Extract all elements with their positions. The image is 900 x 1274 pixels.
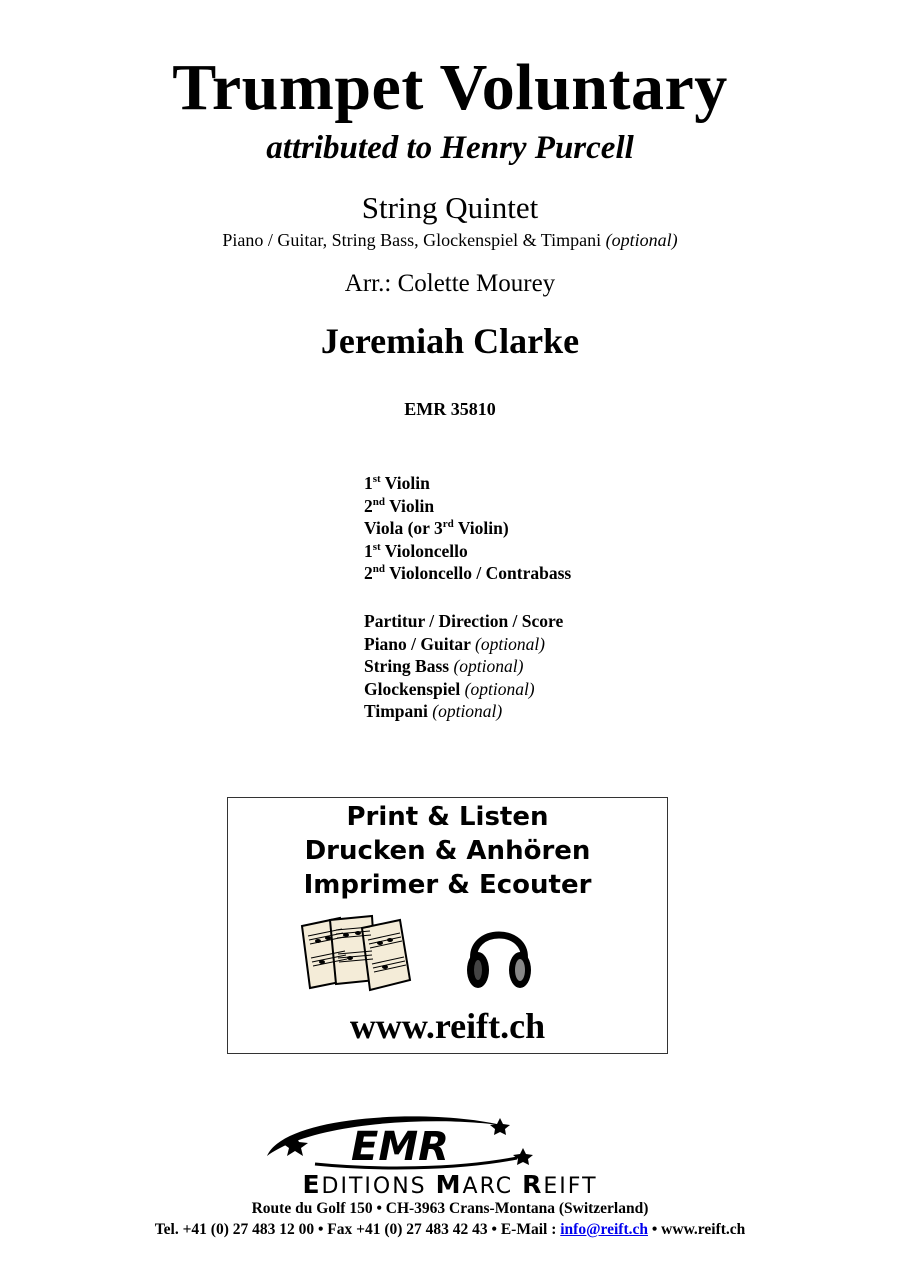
ensemble-label: String Quintet [361, 190, 539, 225]
optional-label: (optional) [605, 230, 678, 250]
page-title: Trumpet Voluntary [172, 51, 728, 124]
publisher-contact [0, 1220, 900, 1240]
optional-instruments-line [0, 229, 900, 251]
contact-website[interactable]: • www.reift.ch [648, 1221, 746, 1238]
promo-line-english: Print & Listen [346, 802, 549, 832]
sheet-music-icon [300, 914, 412, 994]
catalog-number: EMR 35810 [404, 399, 496, 419]
list-item: Piano / Guitar (optional) [364, 633, 546, 654]
attribution-subtitle: attributed to Henry Purcell [266, 130, 634, 166]
optional-instruments: Piano / Guitar, String Bass, Glockenspiel & Timpani [222, 230, 602, 250]
composer: Jeremiah Clarke [320, 321, 580, 361]
list-item: Partitur / Direction / Score [364, 611, 564, 631]
list-item: 2nd Violin [364, 495, 435, 516]
logo-text: EMR [351, 1124, 449, 1170]
string-parts-list [364, 472, 571, 585]
list-item: String Bass (optional) [364, 656, 524, 676]
list-item: 1st Violoncello [364, 540, 468, 561]
print-listen-box [227, 797, 668, 1054]
headphones-icon [464, 916, 534, 994]
list-item: 2nd Violoncello / Contrabass [364, 563, 572, 583]
list-item: 1st Violin [364, 473, 430, 493]
list-item: Glockenspiel (optional) [364, 678, 535, 699]
contact-phone-fax: Tel. +41 (0) 27 483 12 00 • Fax +41 (0) 27 483 42 43 • E-Mail : [154, 1221, 561, 1238]
promo-url[interactable]: www.reift.ch [349, 1006, 546, 1046]
email-link[interactable]: info@reift.ch [560, 1221, 648, 1238]
list-item: Timpani (optional) [364, 701, 503, 721]
publisher-name: EDITIONS MARC REIFT [302, 1170, 598, 1199]
extra-parts-list [364, 610, 563, 723]
emr-logo [255, 1108, 555, 1172]
list-item: Viola (or 3rd Violin) [364, 518, 509, 538]
promo-line-german: Drucken & Anhören [304, 836, 591, 866]
promo-line-french: Imprimer & Ecouter [303, 870, 592, 900]
publisher-address: Route du Golf 150 • CH-3963 Crans-Montana (Switzerland) [251, 1200, 649, 1217]
arranger: Arr.: Colette Mourey [344, 270, 556, 297]
